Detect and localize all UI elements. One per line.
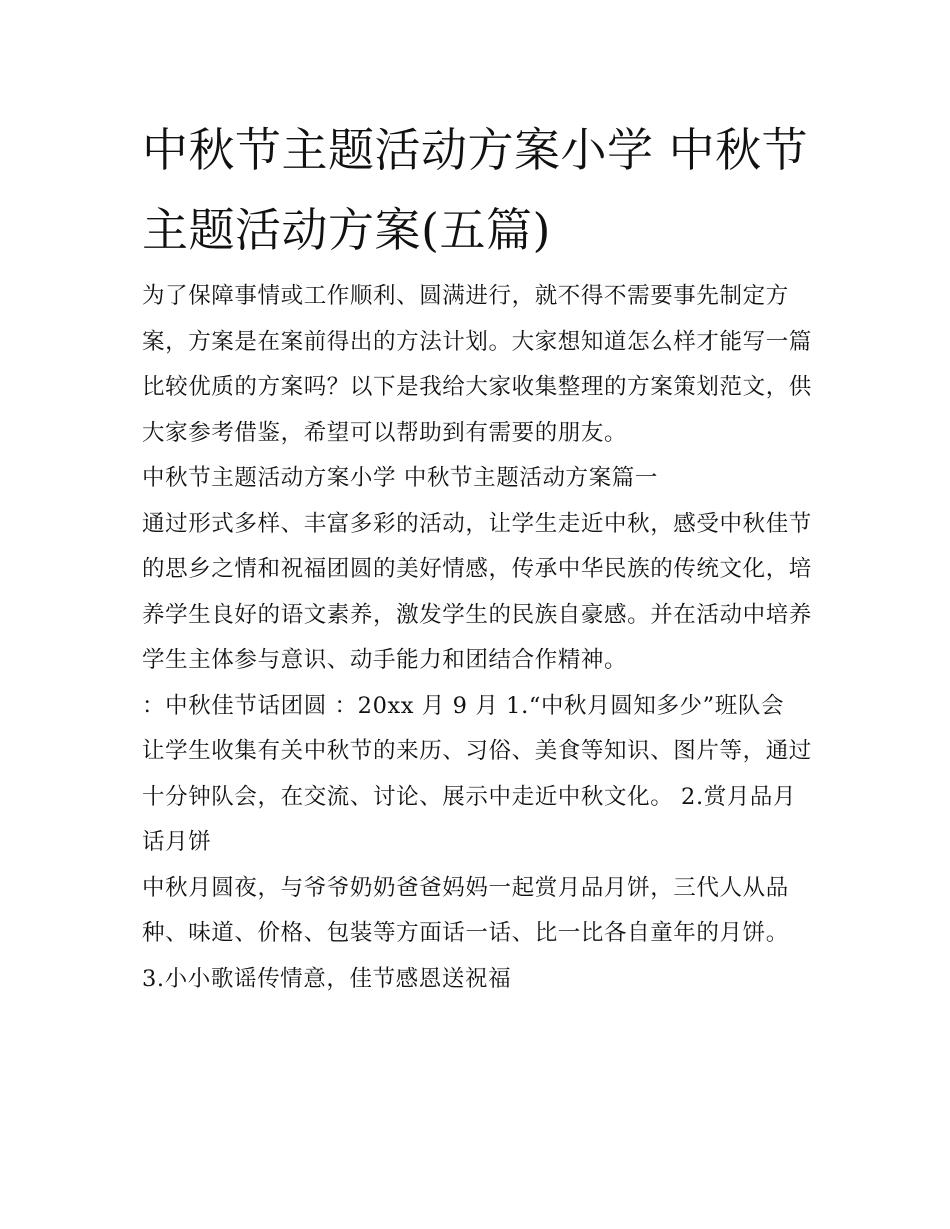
document-page: [142, 110, 817, 1002]
intro-paragraph: 为了保障事情或工作顺利、圆满进行，就不得不需要事先制定方案，方案是在案前得出的方法计划。大家想知道怎么样才能写一篇比较优质的方案吗？以下是我给大家收集整理的方案策划范文，供大家参考借鉴，希望可以帮助到有需要的朋友。: [142, 283, 812, 446]
section-heading: 中秋节主题活动方案小学 中秋节主题活动方案篇一: [142, 465, 658, 491]
activity-paragraph-1: 让学生收集有关中秋节的来历、习俗、美食等知识、图片等，通过十分钟队会，在交流、讨论、展示中走近中秋文化。 2.赏月品月话月饼: [142, 738, 812, 855]
theme-line: ：中秋佳节话团圆 ：20xx 月 9 月 1.“中秋月圆知多少”班队会: [142, 692, 785, 719]
document-title: 中秋节主题活动方案小学 中秋节主题活动方案(五篇): [142, 123, 809, 257]
goal-paragraph: 通过形式多样、丰富多彩的活动，让学生走近中秋，感受中秋佳节的思乡之情和祝福团圆的美好情感，传承中华民族的传统文化，培养学生良好的语文素养，激发学生的民族自豪感。并在活动中培养学生主体参与意识、动手能力和团结合作精神。: [142, 510, 812, 673]
activity-paragraph-2: 中秋月圆夜，与爷爷奶奶爸爸妈妈一起赏月品月饼，三代人从品种、味道、价格、包装等方面话一话、比一比各自童年的月饼。 3.小小歌谣传情意，佳节感恩送祝福: [142, 874, 789, 992]
